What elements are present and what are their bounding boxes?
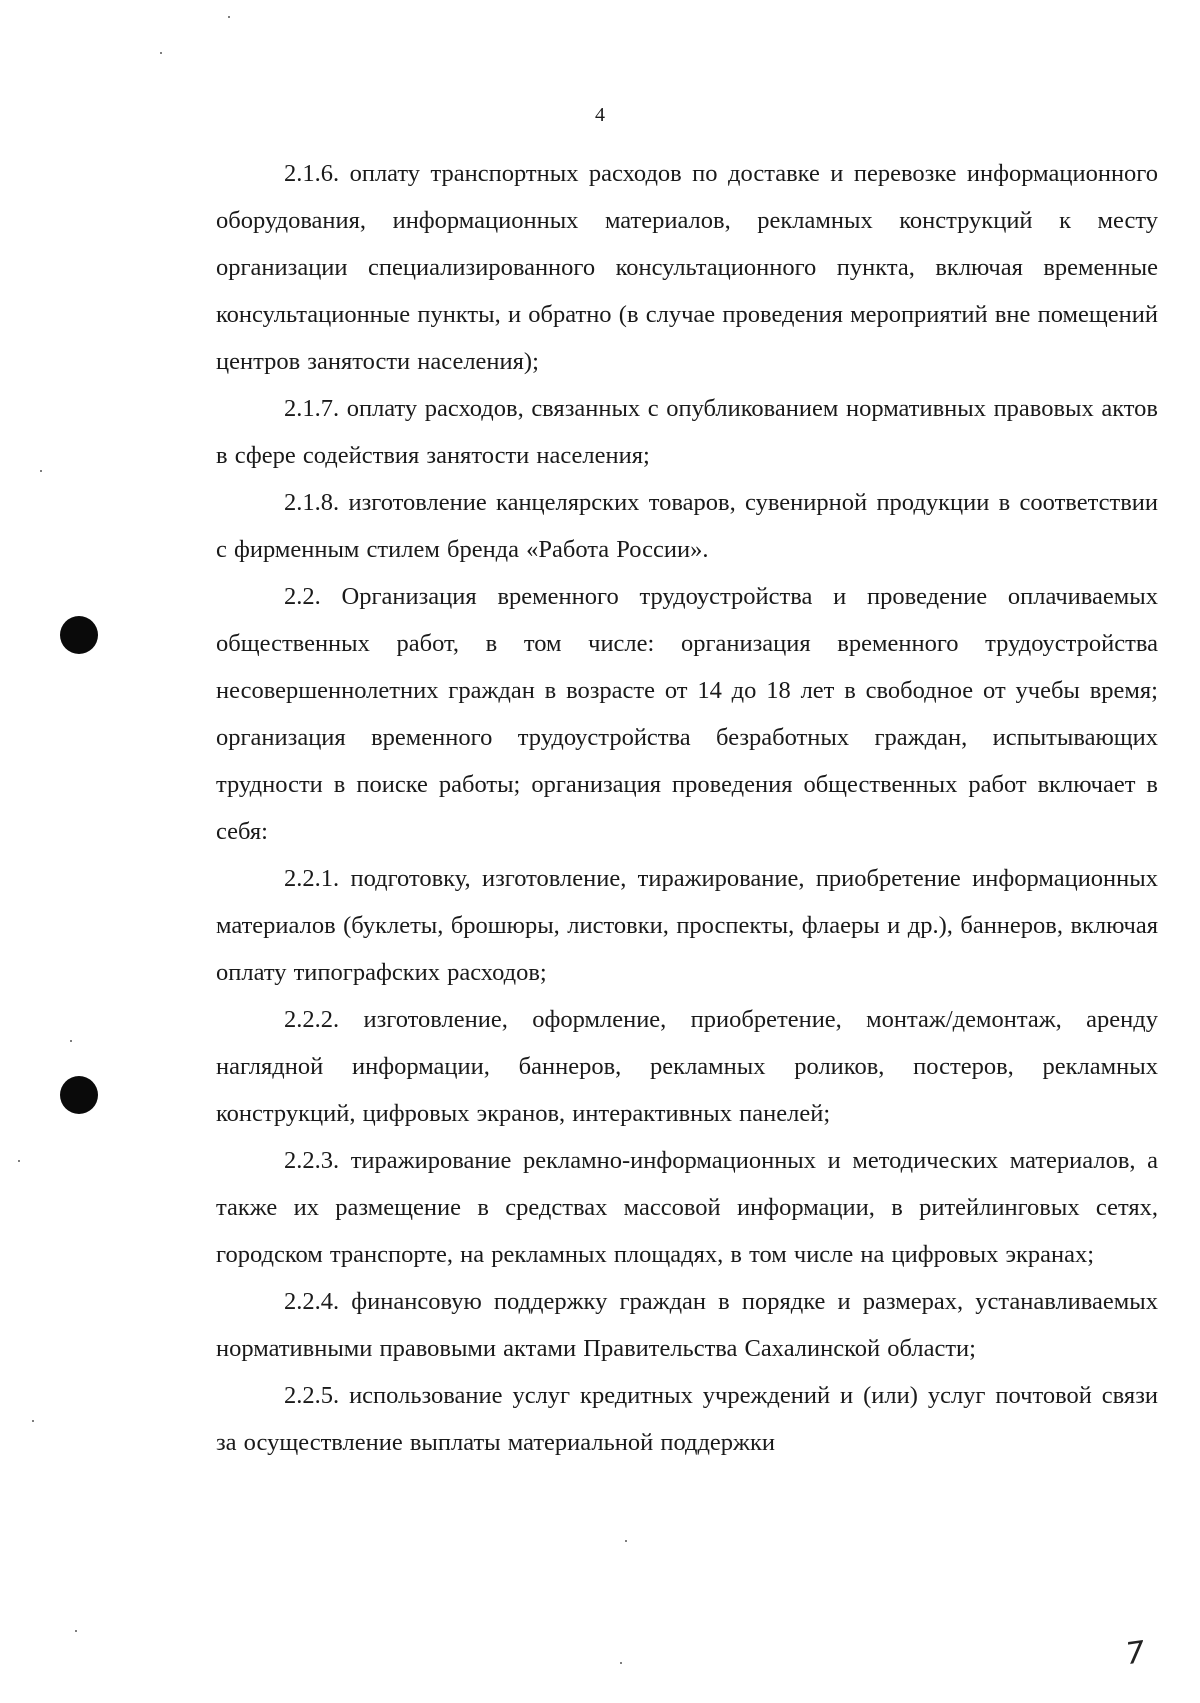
paragraph-2-2-4: 2.2.4. финансовую поддержку граждан в порядке и размерах, устанавливаемых нормативными правовыми актами Правительства Сахалинской области; bbox=[216, 1288, 1158, 1362]
handwritten-page-mark: 7 bbox=[1123, 1634, 1148, 1673]
document-body bbox=[216, 150, 1158, 1466]
scan-speck bbox=[18, 1160, 20, 1162]
paragraph-2-2-5: 2.2.5. использование услуг кредитных учреждений и (или) услуг почтовой связи за осуществление выплаты материальной поддержки bbox=[216, 1382, 1158, 1456]
paragraph-2-1-8: 2.1.8. изготовление канцелярских товаров, сувенирной продукции в соответствии с фирменным стилем бренда «Работа России». bbox=[216, 489, 1158, 563]
scan-speck bbox=[160, 52, 162, 54]
scan-speck bbox=[228, 16, 230, 18]
scan-speck bbox=[32, 1420, 34, 1422]
paragraph-2-2: 2.2. Организация временного трудоустройства и проведение оплачиваемых общественных работ, в том числе: организация временного трудоустройства несовершеннолетних граждан в возрасте от 14 до 18 лет в свободное от учебы время; организация временного трудоустройства безработных граждан, испытывающих трудности в поиске работы; организация проведения общественных работ включает в себя: bbox=[216, 583, 1158, 845]
paragraph-2-1-6: 2.1.6. оплату транспортных расходов по доставке и перевозке информационного оборудования, информационных материалов, рекламных конструкций к месту организации специализированного консультационного пункта, включая временные консультационные пункты, и обратно (в случае проведения мероприятий вне помещений центров занятости населения); bbox=[216, 160, 1158, 375]
punch-hole-bottom bbox=[60, 1076, 98, 1114]
paragraph-2-2-3: 2.2.3. тиражирование рекламно-информационных и методических материалов, а также их размещение в средствах массовой информации, в ритейлинговых сетях, городском транспорте, на рекламных площадях, в том числе на цифровых экранах; bbox=[216, 1147, 1158, 1268]
paragraph-2-1-7: 2.1.7. оплату расходов, связанных с опубликованием нормативных правовых актов в сфере содействия занятости населения; bbox=[216, 395, 1158, 469]
punch-hole-top bbox=[60, 616, 98, 654]
page-number: 4 bbox=[595, 104, 605, 126]
scan-speck bbox=[620, 1662, 622, 1664]
scan-speck bbox=[40, 470, 42, 472]
scan-speck bbox=[70, 1040, 72, 1042]
paragraph-2-2-2: 2.2.2. изготовление, оформление, приобретение, монтаж/демонтаж, аренду наглядной информации, баннеров, рекламных роликов, постеров, рекламных конструкций, цифровых экранов, интерактивных панелей; bbox=[216, 1006, 1158, 1127]
paragraph-2-2-1: 2.2.1. подготовку, изготовление, тиражирование, приобретение информационных материалов (буклеты, брошюры, листовки, проспекты, флаеры и др.), баннеров, включая оплату типографских расходов; bbox=[216, 865, 1158, 986]
scan-speck bbox=[625, 1540, 627, 1542]
scan-speck bbox=[75, 1630, 77, 1632]
